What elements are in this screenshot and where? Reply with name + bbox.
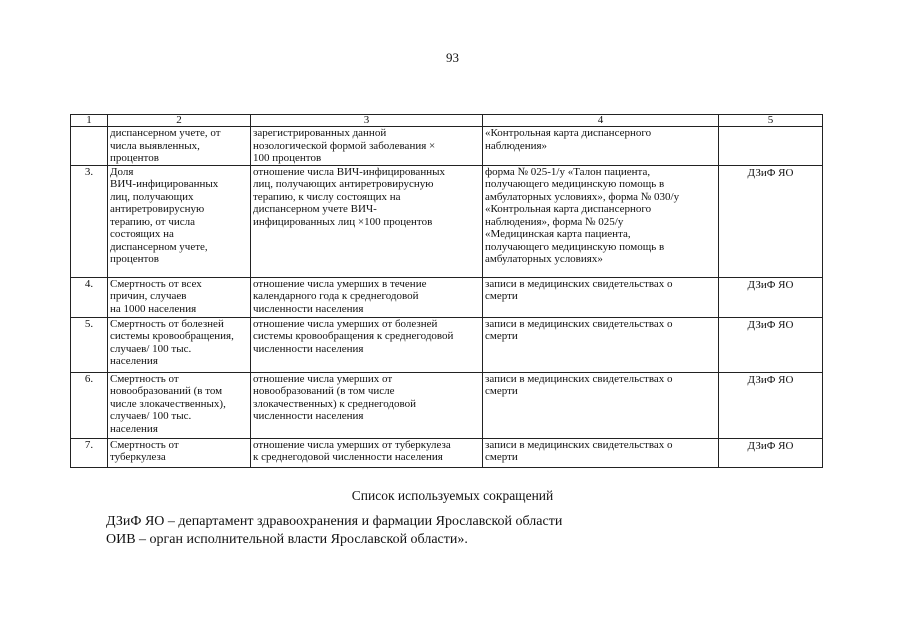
indicator-cell: Доля ВИЧ-инфицированных лиц, получающих антиретровирусную терапию, от числа состоящих на диспансерном учете, процентов bbox=[108, 165, 251, 277]
indicator-cell: Смертность от туберкулеза bbox=[108, 438, 251, 467]
page-number: 93 bbox=[446, 50, 459, 65]
source-cell: записи в медицинских свидетельствах о смерти bbox=[483, 372, 719, 438]
table-row bbox=[71, 317, 823, 372]
column-header-5: 5 bbox=[719, 115, 823, 127]
row-number: 6. bbox=[71, 372, 108, 438]
source-cell: форма № 025-1/у «Талон пациента, получающего медицинскую помощь в амбулаторных условиях», форма № 030/у «Контрольная карта диспансерного наблюдения», форма № 025/у «Медицинская карта пациента, получающего медицинскую помощь в амбулаторных условиях» bbox=[483, 165, 719, 277]
column-header-4: 4 bbox=[483, 115, 719, 127]
table-row bbox=[71, 165, 823, 277]
source-cell: записи в медицинских свидетельствах о смерти bbox=[483, 317, 719, 372]
responsible-cell: ДЗиФ ЯО bbox=[719, 438, 823, 467]
table-row bbox=[71, 438, 823, 467]
method-cell: отношение числа умерших от туберкулеза к среднегодовой численности населения bbox=[251, 438, 483, 467]
responsible-cell: ДЗиФ ЯО bbox=[719, 372, 823, 438]
indicator-cell: диспансерном учете, от числа выявленных, процентов bbox=[108, 127, 251, 166]
abbreviation-item: ДЗиФ ЯО – департамент здравоохранения и фармации Ярославской области bbox=[106, 514, 563, 529]
abbreviation-item: ОИВ – орган исполнительной власти Ярославской области». bbox=[106, 532, 468, 547]
method-cell: отношение числа умерших от новообразований (в том числе злокачественных) к среднегодовой численности населения bbox=[251, 372, 483, 438]
table-row bbox=[71, 277, 823, 317]
source-cell: «Контрольная карта диспансерного наблюдения» bbox=[483, 127, 719, 166]
responsible-cell: ДЗиФ ЯО bbox=[719, 165, 823, 277]
row-number bbox=[71, 127, 108, 166]
indicator-cell: Смертность от всех причин, случаев на 1000 населения bbox=[108, 277, 251, 317]
source-cell: записи в медицинских свидетельствах о смерти bbox=[483, 438, 719, 467]
indicator-cell: Смертность от новообразований (в том числе злокачественных), случаев/ 100 тыс. населения bbox=[108, 372, 251, 438]
row-number: 4. bbox=[71, 277, 108, 317]
table-header-row bbox=[71, 115, 823, 127]
source-cell: записи в медицинских свидетельствах о смерти bbox=[483, 277, 719, 317]
column-header-1: 1 bbox=[71, 115, 108, 127]
indicators-table bbox=[70, 114, 823, 468]
table-row bbox=[71, 127, 823, 166]
method-cell: отношение числа умерших от болезней системы кровообращения к среднегодовой численности населения bbox=[251, 317, 483, 372]
abbreviations-title: Список используемых сокращений bbox=[351, 488, 554, 503]
column-header-3: 3 bbox=[251, 115, 483, 127]
row-number: 5. bbox=[71, 317, 108, 372]
row-number: 3. bbox=[71, 165, 108, 277]
row-number: 7. bbox=[71, 438, 108, 467]
responsible-cell: ДЗиФ ЯО bbox=[719, 317, 823, 372]
method-cell: отношение числа ВИЧ-инфицированных лиц, получающих антиретровирусную терапию, к числу состоящих на диспансерном учете ВИЧ- инфицированных лиц ×100 процентов bbox=[251, 165, 483, 277]
responsible-cell bbox=[719, 127, 823, 166]
method-cell: зарегистрированных данной нозологической формой заболевания × 100 процентов bbox=[251, 127, 483, 166]
column-header-2: 2 bbox=[108, 115, 251, 127]
table-row bbox=[71, 372, 823, 438]
indicator-cell: Смертность от болезней системы кровообращения, случаев/ 100 тыс. населения bbox=[108, 317, 251, 372]
method-cell: отношение числа умерших в течение календарного года к среднегодовой численности населения bbox=[251, 277, 483, 317]
responsible-cell: ДЗиФ ЯО bbox=[719, 277, 823, 317]
